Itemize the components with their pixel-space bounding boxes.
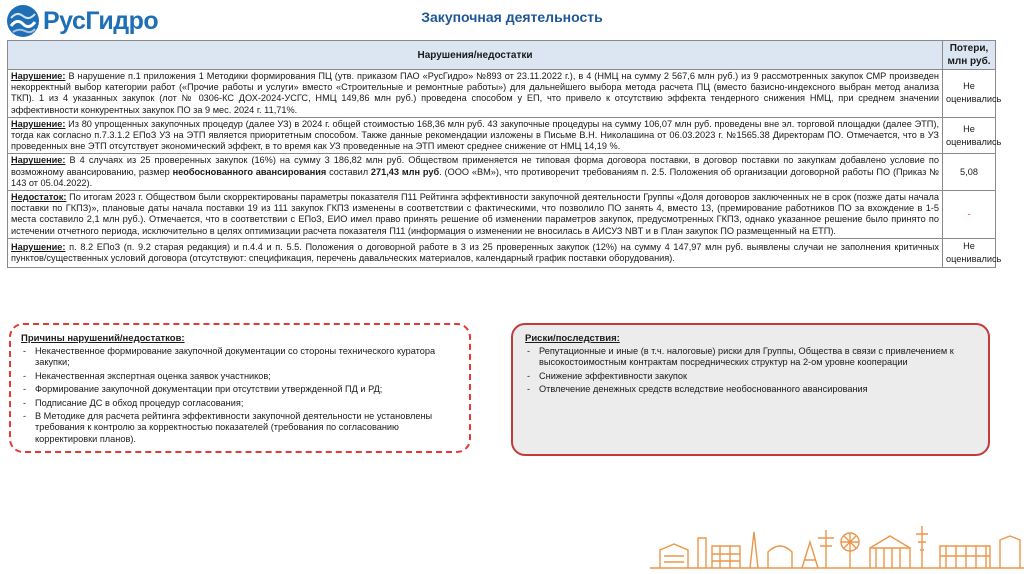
violation-description: Нарушение: п. 8.2 ЕПоЗ (п. 9.2 старая редакция) и п.4.4 и п. 5.5. Положения о договорной работе в 3 из 25 проверенных закупок (12%) на сумму 4 147,97 млн руб. выявлены случаи не заполнения критичных пунктов/существенных условий договора (отсутствуют: спецификация, перечень давальческих материалов, календарный график поставки оборудования). bbox=[8, 238, 943, 267]
loss-value: 5,08 bbox=[943, 154, 996, 191]
risks-title: Риски/последствия: bbox=[525, 333, 620, 344]
brand-name: РусГидро bbox=[43, 6, 159, 35]
column-header-violations: Нарушения/недостатки bbox=[8, 41, 943, 70]
table-row bbox=[8, 191, 996, 239]
list-item: - В Методике для расчета рейтинга эффективности закупочной деятельности не установлены требования к контролю за корректностью показателей (требования по согласованию корректировки планов). bbox=[21, 411, 459, 445]
violation-description: Нарушение: В 4 случаях из 25 проверенных закупок (16%) на сумму 3 186,82 млн руб. Обществом применяется не типовая форма договора поставки, в договор поставки по закупкам добавлено условие по возможному авансированию, размер необоснованного авансирования составил 271,43 млн руб. (ООО «ВМ»), что противоречит требованиям п. 2.5. Положения об организации договорной работы ПО (Приказ № 143 от 05.04.2022). bbox=[8, 154, 943, 191]
list-item: - Некачественное формирование закупочной документации со стороны технического куратора закупки; bbox=[21, 346, 459, 369]
violations-table bbox=[7, 40, 1002, 268]
risks-list bbox=[525, 346, 978, 396]
causes-list bbox=[21, 346, 459, 445]
table-row bbox=[8, 70, 996, 118]
industrial-skyline-decoration bbox=[650, 516, 1024, 574]
list-item: - Снижение эффективности закупок bbox=[525, 371, 978, 382]
table-row bbox=[8, 117, 996, 154]
violation-description: Нарушение: Из 80 упрощенных закупочных процедур (далее УЗ) в 2024 г. общей стоимостью 168,36 млн руб. 43 закупочные процедуры на сумму 106,07 млн руб. проведены вне эл. торговой площадки (далее ЭТП), тогда как согласно п.7.3.1.2 ЕПоЗ УЗ на ЭТП является приоритетным способом. Также данные рекомендации изложены в Письме В.Н. Николашина от 06.03.2023 г. №1565.38 Директорам ПО. Отмечается, что в УЗ проведенных вне ЭТП отсутствует экономический эффект, в то время как УЗ проведенные на ЭТП имеют среднее снижение от НМЦ 14,19 %. bbox=[8, 117, 943, 154]
list-item: - Репутационные и иные (в т.ч. налоговые) риски для Группы, Общества в связи с привлечением к высокостоимостным контрактам посреднических структур на 2-ом уровне кооперации bbox=[525, 346, 978, 369]
risks-box bbox=[511, 323, 990, 456]
list-item: - Отвлечение денежных средств вследствие необоснованного авансирования bbox=[525, 384, 978, 395]
list-item: - Некачественная экспертная оценка заявок участников; bbox=[21, 371, 459, 382]
table-header-row bbox=[8, 41, 996, 70]
loss-value: Не оценивались bbox=[943, 238, 996, 267]
loss-value: Не оценивались bbox=[943, 117, 996, 154]
violation-description: Нарушение: В нарушение п.1 приложения 1 Методики формирования ПЦ (утв. приказом ПАО «РусГидро» №893 от 23.11.2022 г.), в 4 (НМЦ на сумму 2 567,6 млн руб.) из 9 рассмотренных закупок СМР произведен некорректный выбор категории работ («Прочие работы и услуги» вместо «Строительные и ремонтные работы») для дальнейшего выбора метода расчета ПЦ (вместо базисно-индексного выбран метод анализа ТКП). 1 из 4 указанных закупок (лот № 0306-КС ДОХ-2024-УСГС, НМЦ 149,86 млн руб.) проведена способом у ЕП, что привело к отсутствию эффекта тендерного снижения НМЦ, при среднем значении эффективности конкурентных закупок ПО за 9 мес. 2024 г. 11,71%. bbox=[8, 70, 943, 118]
violation-description: Недостаток: По итогам 2023 г. Обществом были скорректированы параметры показателя П11 Рейтинга эффективности закупочной деятельности Группы «Доля договоров заключенных не в срок (позже даты начала поставки по ГКПЗ)», плановые даты начала поставки 19 из 111 закупок ГКПЗ изменены в соответствии с фактическими, что позволило ПО занять 4, вместо 13, (премирование работников ПО за вхождение в 1-5 места составило 2,1 млн руб.). Отмечается, что в соответствии с ЕПоЗ, ЕИО имел право принять решение об изменении параметров закупок, предусмотренных ГКПЗ, однако указанное решение было принято по истечении отчетного периода, исключительно в целях оптимизации расчета показателя П11 (информация о изменении не вносилась в АИСУЗ NBT и в План закупок ПО размещенный на ЕТП). bbox=[8, 191, 943, 239]
column-header-losses: Потери, млн руб. bbox=[943, 41, 996, 70]
causes-box bbox=[9, 323, 471, 453]
table-row bbox=[8, 238, 996, 267]
page-title: Закупочная деятельность bbox=[421, 9, 603, 25]
loss-value: - bbox=[943, 191, 996, 239]
loss-value: Не оценивались bbox=[943, 70, 996, 118]
list-item: - Подписание ДС в обход процедур согласования; bbox=[21, 398, 459, 409]
table-row bbox=[8, 154, 996, 191]
causes-title: Причины нарушений/недостатков: bbox=[21, 333, 185, 344]
list-item: - Формирование закупочной документации при отсутствии утвержденной ПД и РД; bbox=[21, 384, 459, 395]
